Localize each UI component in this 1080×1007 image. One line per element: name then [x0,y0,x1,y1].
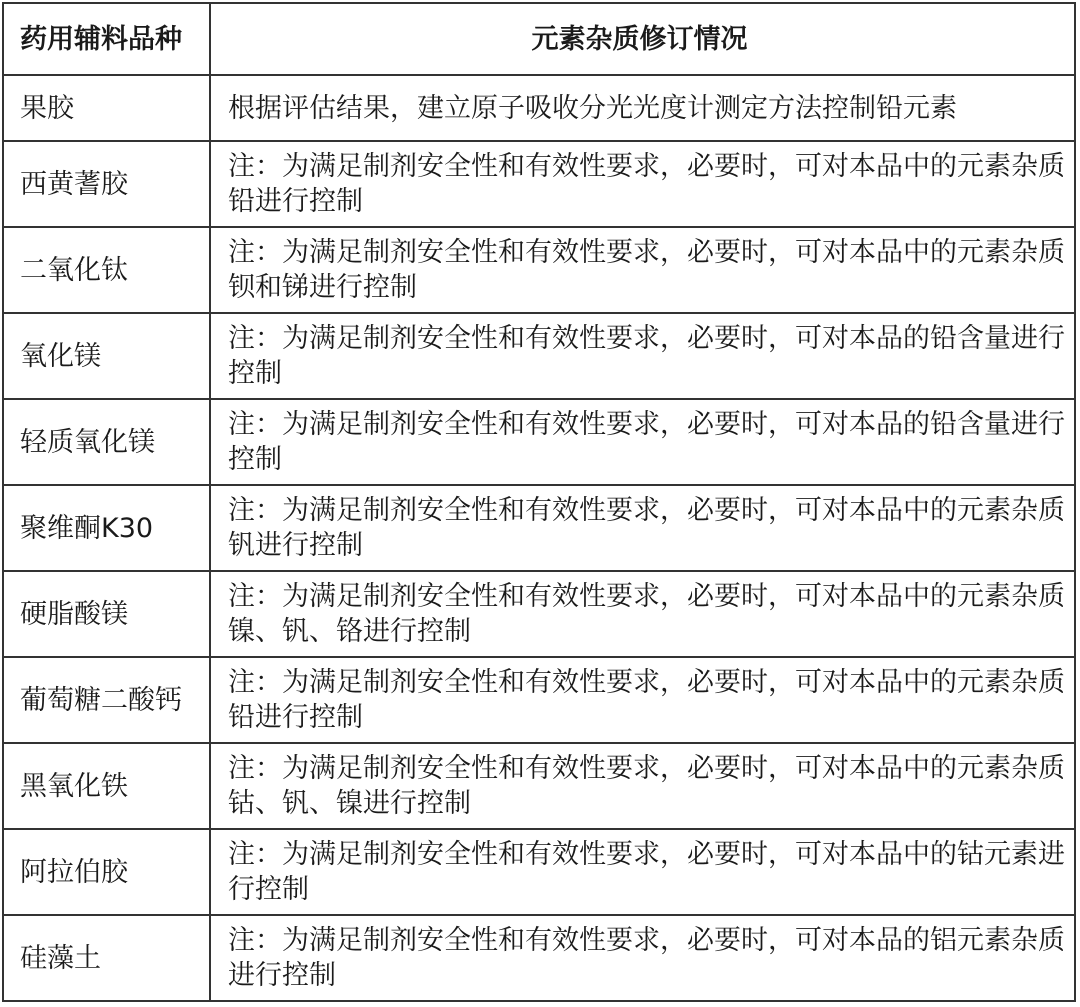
excipient-name: 西黄蓍胶 [4,142,211,226]
excipient-name: 聚维酮K30 [4,486,211,570]
revision-description: 注：为满足制剂安全性和有效性要求，必要时，可对本品中的元素杂质铅进行控制 [228,667,1065,733]
revision-description: 注：为满足制剂安全性和有效性要求，必要时，可对本品中的钴元素进行控制 [228,839,1065,905]
revision-description: 注：为满足制剂安全性和有效性要求，必要时，可对本品中的元素杂质钴、钒、镍进行控制 [228,753,1065,819]
revision-description: 注：为满足制剂安全性和有效性要求，必要时，可对本品的铅含量进行控制 [228,409,1065,475]
table-row [4,656,1074,742]
header-impurity-revision: 元素杂质修订情况 [531,23,748,55]
excipient-name: 硬脂酸镁 [4,572,211,656]
impurity-revision-table [2,2,1076,1002]
revision-description: 注：为满足制剂安全性和有效性要求，必要时，可对本品中的元素杂质钡和锑进行控制 [228,237,1065,303]
revision-description: 注：为满足制剂安全性和有效性要求，必要时，可对本品中的元素杂质镍、钒、铬进行控制 [228,581,1065,647]
table-row [4,312,1074,398]
excipient-name: 黑氧化铁 [4,744,211,828]
revision-description: 注：为满足制剂安全性和有效性要求，必要时，可对本品中的元素杂质钒进行控制 [228,495,1065,561]
excipient-name: 氧化镁 [4,314,211,398]
excipient-name: 硅藻土 [4,916,211,1000]
table-row [4,484,1074,570]
table-header-row [4,4,1074,74]
excipient-name: 二氧化钛 [4,228,211,312]
excipient-name: 果胶 [4,76,211,140]
revision-description: 注：为满足制剂安全性和有效性要求，必要时，可对本品的铅含量进行控制 [228,323,1065,389]
table-row [4,828,1074,914]
table-row [4,398,1074,484]
table-row [4,140,1074,226]
excipient-name: 葡萄糖二酸钙 [4,658,211,742]
header-excipient-variety: 药用辅料品种 [4,4,211,74]
excipient-name: 轻质氧化镁 [4,400,211,484]
excipient-name: 阿拉伯胶 [4,830,211,914]
revision-description: 注：为满足制剂安全性和有效性要求，必要时，可对本品的铝元素杂质进行控制 [228,925,1065,991]
table-row [4,914,1074,1000]
table-row [4,570,1074,656]
revision-description: 根据评估结果，建立原子吸收分光光度计测定方法控制铅元素 [228,92,957,124]
table-row [4,226,1074,312]
table-row [4,742,1074,828]
table-row [4,74,1074,140]
revision-description: 注：为满足制剂安全性和有效性要求，必要时，可对本品中的元素杂质铅进行控制 [228,151,1065,217]
